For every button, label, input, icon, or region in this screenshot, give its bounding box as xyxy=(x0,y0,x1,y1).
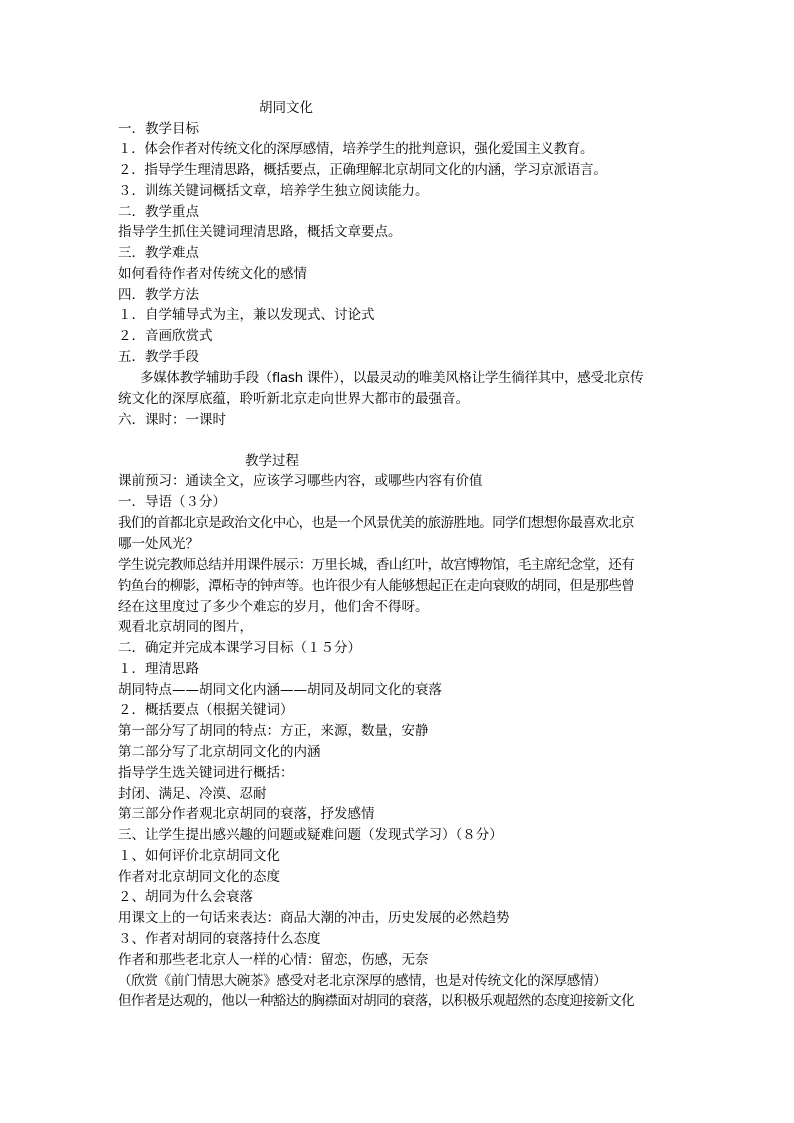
text-line: 多媒体教学辅助手段（flash 课件），以最灵动的唯美风格让学生徜徉其中，感受北京传 xyxy=(140,370,644,386)
section-heading: 五．教学手段 xyxy=(118,349,199,365)
text-line: 如何看待作者对传统文化的感情 xyxy=(118,266,307,282)
text-line: 六．课时：一课时 xyxy=(118,412,226,428)
text-line: 作者对北京胡同文化的态度 xyxy=(118,869,280,885)
document-title: 胡同文化 xyxy=(259,100,313,116)
text-line: 封闭、满足、冷漠、忍耐 xyxy=(118,786,267,802)
text-line: ２、胡同为什么会衰落 xyxy=(118,889,253,905)
text-line: 胡同特点——胡同文化内涵——胡同及胡同文化的衰落 xyxy=(118,682,442,698)
text-line: 统文化的深厚底蕴，聆听新北京走向世界大都市的最强音。 xyxy=(118,391,469,407)
text-line: 观看北京胡同的图片， xyxy=(118,619,253,635)
text-line: 哪一处风光？ xyxy=(118,536,199,552)
text-line: 第三部分作者观北京胡同的衰落，抒发感情 xyxy=(118,806,375,822)
text-line: 作者和那些老北京人一样的心情：留恋，伤感，无奈 xyxy=(118,952,429,968)
text-line: （欣赏《前门情思大碗茶》感受对老北京深厚的感情，也是对传统文化的深厚感情） xyxy=(118,973,607,989)
text-line: 课前预习：通读全文，应该学习哪些内容，或哪些内容有价值 xyxy=(118,473,483,489)
section-title: 教学过程 xyxy=(245,453,299,469)
section-heading: 一．教学目标 xyxy=(118,121,199,137)
text-line: 用课文上的一句话来表达：商品大潮的冲击，历史发展的必然趋势 xyxy=(118,910,510,926)
text-line: 第一部分写了胡同的特点：方正，来源，数量，安静 xyxy=(118,723,429,739)
text-line: 但作者是达观的，他以一种豁达的胸襟面对胡同的衰落，以积极乐观超然的态度迎接新文化 xyxy=(118,993,634,1009)
text-line: ３．训练关键词概括文章，培养学生独立阅读能力。 xyxy=(118,183,429,199)
text-line: 指导学生抓住关键词理清思路，概括文章要点。 xyxy=(118,224,402,240)
text-line: 钓鱼台的柳影，潭柘寺的钟声等。也许很少有人能够想起正在走向衰败的胡同，但是那些曾 xyxy=(118,578,634,594)
text-line: ３、作者对胡同的衰落持什么态度 xyxy=(118,931,321,947)
section-heading: 三、让学生提出感兴趣的问题或疑难问题（发现式学习）（８分） xyxy=(118,827,503,843)
section-heading: 四．教学方法 xyxy=(118,287,199,303)
text-line: 指导学生选关键词进行概括： xyxy=(118,765,294,781)
text-line: 经在这里度过了多少个难忘的岁月，他们舍不得呀。 xyxy=(118,599,429,615)
text-line: 学生说完教师总结并用课件展示：万里长城，香山红叶，故宫博物馆，毛主席纪念堂，还有 xyxy=(118,557,634,573)
text-line: １．自学辅导式为主，兼以发现式、讨论式 xyxy=(118,307,375,323)
section-heading: 三．教学难点 xyxy=(118,245,199,261)
section-heading: 二．确定并完成本课学习目标（１５分） xyxy=(118,640,361,656)
text-line: ２．概括要点（根据关键词） xyxy=(118,702,294,718)
section-heading: 一．导语（３分） xyxy=(118,494,226,510)
text-line: １、如何评价北京胡同文化 xyxy=(118,848,280,864)
text-line: 第二部分写了北京胡同文化的内涵 xyxy=(118,744,321,760)
text-line: 我们的首都北京是政治文化中心，也是一个风景优美的旅游胜地。同学们想想你最喜欢北京 xyxy=(118,515,634,531)
text-line: ２．音画欣赏式 xyxy=(118,328,213,344)
text-line: １．体会作者对传统文化的深厚感情，培养学生的批判意识，强化爱国主义教育。 xyxy=(118,141,594,157)
text-line: １．理清思路 xyxy=(118,661,199,677)
section-heading: 二．教学重点 xyxy=(118,204,199,220)
text-line: ２．指导学生理清思路，概括要点，正确理解北京胡同文化的内涵，学习京派语言。 xyxy=(118,162,607,178)
